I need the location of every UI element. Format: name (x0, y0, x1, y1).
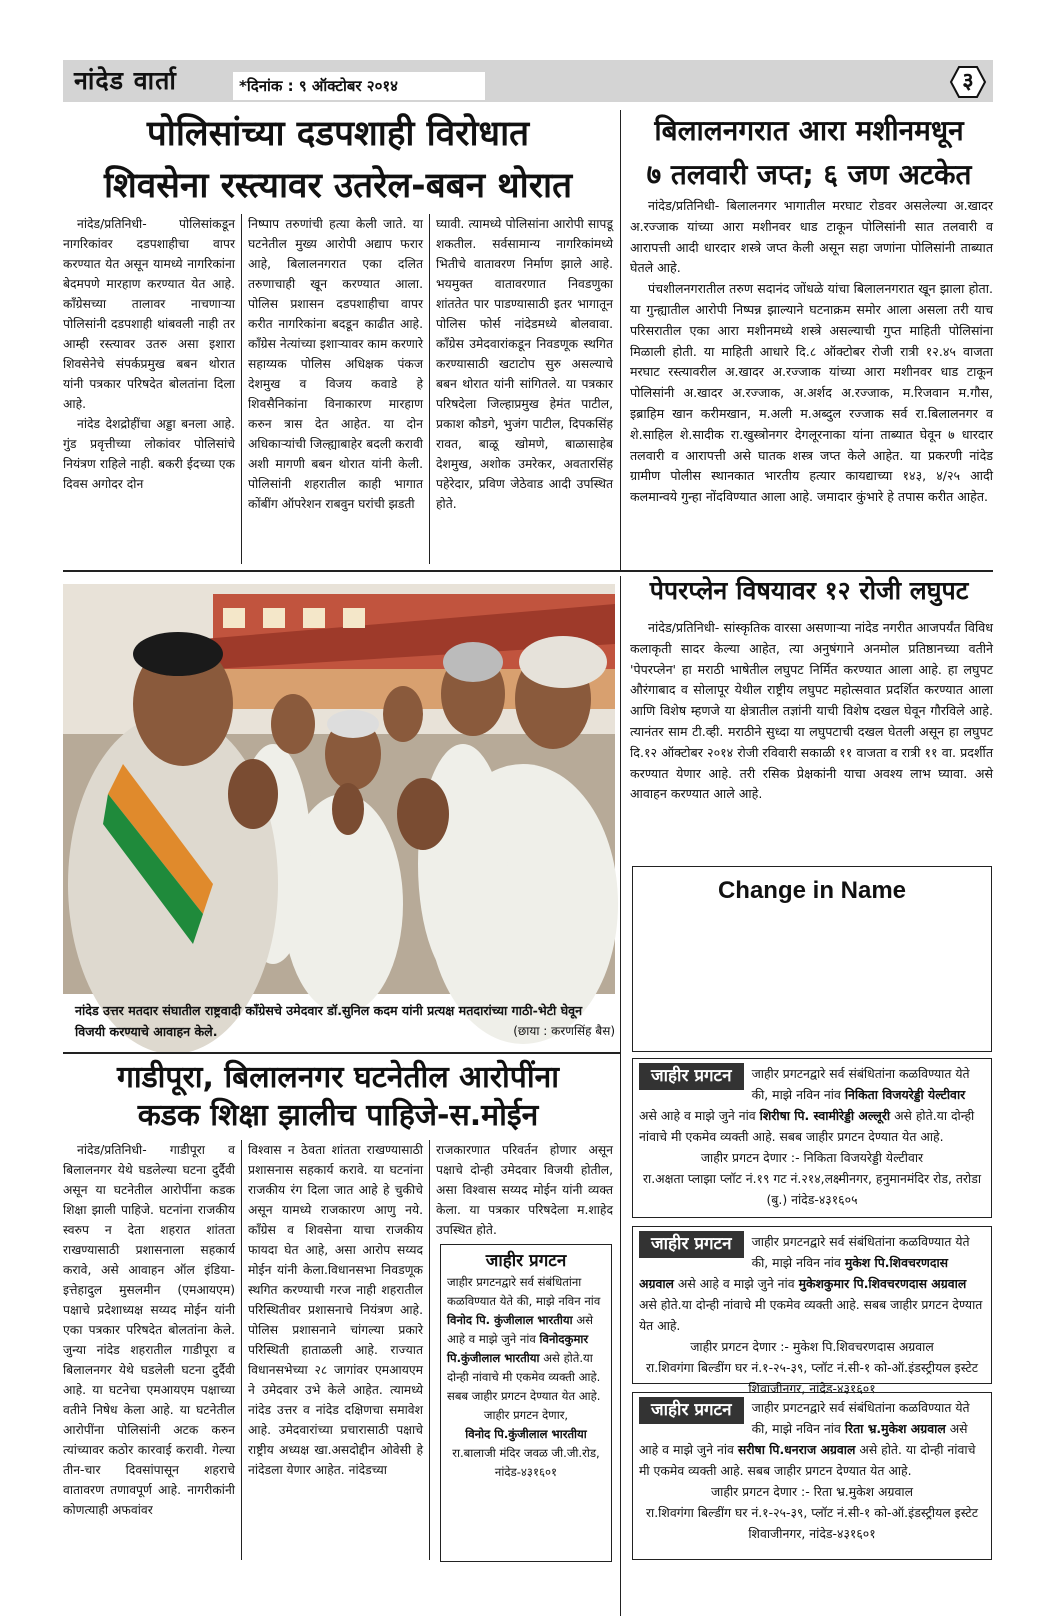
notice-intro: जाहीर प्रगटनद्वारे सर्व संबंधितांना कळविण्यात येते की, माझे नविन नांव (751, 1234, 970, 1270)
notice-intro: जाहीर प्रगटनद्वारे सर्व संबंधितांना कळविण्यात येते की, माझे नविन नांव (751, 1400, 970, 1436)
notice-giver: जाहीर प्रगटन देणार :- निकिता विजयरेड्डी येल्टीवार (700, 1150, 924, 1165)
story1-column-1 (63, 214, 235, 566)
notice-tail: असे होते.या दोन्ही नांवाचे मी एकमेव व्यक्ती आहे. सबब जाहीर प्रगटन देण्यात येत आहे. (639, 1297, 983, 1333)
story3-para1: नांदेड/प्रतिनिधी- सांस्कृतिक वारसा असणाऱ्या नांदेड नगरीत आजपर्यंत विविध कलाकृती सादर केल्या आहेत, त्या अनुषंगाने अनमोल प्रतिष्ठानच्या वतीने 'पेपरप्लेन' हा मराठी भाषेतील लघुपट निर्मित करण्यात आला आहे. हा लघुपट औरंगाबाद व सोलापूर येथील राष्ट्रीय लघुपट महोत्सवात प्रदर्शित करण्यात आला आणि विशेष म्हणजे या क्षेत्रातील तज्ञांनी याची विशेष दखल घेवून गौरविले आहे. त्यानंतर साम टी.व्ही. मराठीने सुध्दा या लघुपटाची दखल घेतली असून हा लघुपट दि.१२ ऑक्टोबर २०१४ रोजी रविवारी सकाळी ११ वाजता व रात्री ११ वा. प्रदर्शीत करण्यात येणार आहे. तरी रसिक प्रेक्षकांनी याचा अवश्य लाभ घ्यावा. असे आवाहन करण्यात आले आहे. (630, 620, 993, 802)
notice-new-name: विनोद पि. कुंजीलाल भारतीया (447, 1313, 573, 1327)
column-divider (241, 214, 242, 564)
story1-column-2 (248, 214, 423, 566)
story2-headline-line2: ७ तलवारी जप्त; ६ जण अटकेत (646, 158, 972, 191)
story4-col1-text: नांदेड/प्रतिनिधी- गाडीपूरा व बिलालनगर येथे घडलेल्या घटना दुर्दैवी असून या घटनेतील आरोपींना कडक शिक्षा झाली पाहिजे. घटनांना राजकीय स्वरुप न देता शहरात शांतता राखण्यासाठी प्रशासनाला सहकार्य करावे, असे आवाहन ऑल इंडिया-इत्तेहादुल मुसलमीन (एमआयएम) पक्षाचे प्रदेशाध्यक्ष सय्यद मोईन यांनी एका पत्रकार परिषदेत बोलतांना केले. जुन्या नांदेड शहरातील गाडीपूरा व बिलालनगर येथे घडलेली घटना दुर्दैवी आहे. या घटनेचा एमआयएम पक्षाच्या वतीने निषेध केला आहे. या घटनेतील आरोपींना पोलिसांनी अटक करुन त्यांच्यावर कठोर कारवाई करावी. गेल्या तीन-चार दिवसांपासून शहराचे वातावरण तणावपूर्ण आहे. नागरीकांनी कोणत्याही अफवांवर (63, 1143, 235, 1517)
notice-address: रा.बालाजी मंदिर जवळ जी.जी.रोड, नांदेड-४३१६०१ (452, 1446, 600, 1479)
legal-notice-nikita (632, 1058, 992, 1218)
story1-headline-line1: पोलिसांच्या दडपशाही विरोधात (146, 114, 530, 154)
story1-col3-text: घ्यावी. त्यामध्ये पोलिसांना आरोपी सापडू शकतील. सर्वसामान्य नागरिकांमध्ये भितीचे वातावरण निर्माण झाले आहे. भयमुक्त वातावरणात निवडणुका शांततेत पार पाडण्यासाठी इतर भागातून पोलिस फोर्स नांदेडमध्ये बोलवावा. कॉंग्रेस उमेदवारांकडून निवडणूक स्थगित करण्यासाठी खटाटोप सुरु असल्याचे बबन थोरात यांनी सांगितले. या पत्रकार परिषदेला जिल्हाप्रमुख हेमंत पाटील, प्रकाश कौडगे, भुजंग पाटील, दिपकसिंह रावत, बाळू खोमणे, बाळासाहेब देशमुख, अशोक उमरेकर, अवतारसिंह पहेरेदार, प्रविण जेठेवाड आदी उपस्थित होते. (436, 217, 613, 511)
issue-date: *दिनांक : ९ ऑक्टोबर २०१४ (233, 72, 485, 100)
story1-col1-para2: नांदेड देशद्रोहींचा अड्डा बनला आहे. गुंड प्रवृत्तीच्या लोकांवर पोलिसांचे नियंत्रण राहिले नाही. बकरी ईदच्या एक दिवस अगोदर दोन (63, 417, 235, 491)
legal-notice-rita (632, 1392, 992, 1560)
page-number (950, 66, 986, 98)
notice-old-name: सरीषा पि.धनराज अग्रवाल (737, 1442, 856, 1457)
notice-giver: जाहीर प्रगटन देणार :- रिता भ्र.मुकेश अग्रवाल (710, 1484, 913, 1499)
section-divider (620, 110, 621, 570)
campaign-photo (63, 584, 615, 994)
photo-caption: नांदेड उत्तर मतदार संघातील राष्ट्रवादी कॉंग्रेसचे उमेदवार डॉ.सुनिल कदम यांनी प्रत्यक्ष मतदारांच्या गाठी-भेटी घेवून विजयी करण्याचे आवाहन केले. (75, 1003, 583, 1039)
notice-address: रा.शिवगंगा बिल्डींग घर नं.१-२५-३९, प्लॉट नं.सी-१ को-ऑ.इंडस्ट्रीयल इस्टेट शिवाजीनगर, नांदेड-४३१६०१ (645, 1360, 979, 1396)
notice-old-name: विनोदकुमार पि.कुंजीलाल भारतीया (447, 1332, 589, 1365)
story2-headline-line1: बिलालनगरात आरा मशीनमधून (654, 114, 964, 147)
notice-new-name: मुकेश पि.शिवचरणदास अग्रवाल (639, 1255, 949, 1291)
notice-mid: असे आहे व माझे जुने नांव (639, 1421, 968, 1457)
notice-mid: असे आहे व माझे जुने नांव (639, 1108, 756, 1123)
story1-headline-line2: शिवसेना रस्त्यावर उतरेल-बबन थोरात (103, 166, 573, 206)
notice-heading: जाहीर प्रगटन (639, 1063, 744, 1090)
legal-notice-vinod (440, 1244, 612, 1562)
story3-body (630, 618, 993, 858)
story4-column-1 (63, 1140, 235, 1560)
notice-tail: असे होते. या दोन्ही नांवाचे मी एकमेव व्यक्ती आहे. सबब जाहीर प्रगटन देण्यात येत आहे. (639, 1442, 976, 1478)
notice-tail: असे होते.या दोन्ही नांवाचे मी एकमेव व्यक्ती आहे. सबब जाहीर प्रगटन देण्यात येत आहे. (447, 1351, 601, 1403)
story4-col2-text: विश्वास न ठेवता शांतता राखण्यासाठी प्रशासनास सहकार्य करावे. या घटनांना राजकीय रंग दिला जात आहे हे चुकीचे असून यामध्ये राजकारण आणु नये. कॉंग्रेस व शिवसेना याचा राजकीय फायदा घेत आहे, असा आरोप सय्यद मोईन यांनी केला.विधानसभा निवडणूक स्थगित करण्याची गरज नाही शहरातील परिस्थितीवर प्रशासनाचे नियंत्रण आहे. पोलिस प्रशासनाने चांगल्या प्रकारे परिस्थिती हाताळली आहे. राज्यात विधानसभेच्या २८ जागांवर एमआयएम ने उमेदवार उभे केले आहेत. त्यामध्ये नांदेड उत्तर व नांदेड दक्षिणचा समावेश आहे. उमेदवारांच्या प्रचारासाठी पक्षाचे राष्ट्रीय अध्यक्ष खा.असदोद्दीन ओवेसी हे नांदेडला येणार आहेत. नांदेडच्या (248, 1143, 423, 1477)
story4-headline-line2: कडक शिक्षा झालीच पाहिजे-स.मोईन (137, 1098, 539, 1133)
story1-col1-para1: नांदेड/प्रतिनिधी- पोलिसांकडून नागरिकांवर दडपशाहीचा वापर करण्यात येत असून यामध्ये नागरिकांना बेदमपणे मारहाण करण्यात येत आहे. कॉंग्रेसच्या तालावर नाचणाऱ्या पोलिसांनी दडपशाही थांबवली नाही तर आम्ही रस्त्यावर उतरु असा इशारा शिवसेनेचे संपर्कप्रमुख बबन थोरात यांनी पत्रकार परिषदेत बोलतांना दिला आहे. (63, 217, 235, 411)
story4-headline-line1: गाडीपूरा, बिलालनगर घटनेतील आरोपींना (116, 1060, 560, 1095)
photo-credit: (छाया : करणसिंह बैस) (513, 1024, 615, 1038)
notice-mid: असे आहे व माझे जुने नांव (677, 1276, 795, 1291)
notice-address: रा.शिवगंगा बिल्डींग घर नं.१-२५-३९, प्लॉट नं.सी-१ को-ऑ.इंडस्ट्रीयल इस्टेट शिवाजीनगर, नांदेड-४३१६०१ (645, 1505, 979, 1541)
story4-col3-text: राजकारणात परिवर्तन होणार असून पक्षाचे दोन्ही उमेदवार विजयी होतील, असा विश्वास सय्यद मोईन यांनी व्यक्त केला. या पत्रकार परिषदेला म.शाहेद उपस्थित होते. (436, 1143, 613, 1237)
story4-column-3 (436, 1140, 613, 1237)
story3-headline: पेपरप्लेन विषयावर १२ रोजी लघुपट (649, 576, 969, 605)
column-divider (241, 1140, 242, 1560)
notice-new-name: निकिता विजयरेड्डी येल्टीवार (844, 1087, 966, 1102)
notice-giver: विनोद पि.कुंजीलाल भारतीया (465, 1427, 587, 1441)
notice-old-name: मुकेशकुमार पि.शिवचरणदास अग्रवाल (798, 1276, 967, 1291)
page-number-value: ३ (962, 69, 974, 94)
notice-tail: असे होते.या दोन्ही नांवाचे मी एकमेव व्यक्ती आहे. सबब जाहीर प्रगटन देण्यात येत आहे. (639, 1108, 975, 1144)
story1-col2-text: निष्पाप तरुणांची हत्या केली जाते. या घटनेतील मुख्य आरोपी अद्याप फरार आहे, बिलालनगरात एका दलित तरुणाचाही खून करण्यात आला. पोलिस प्रशासन दडपशाहीचा वापर करीत नागरिकांना बदडून काढीत आहे. कॉंग्रेस नेत्यांच्या इशाऱ्यावर काम करणारे सहाय्यक पोलिस अधिक्षक पंकज देशमुख व विजय कवाडे हे शिवसैनिकांना विनाकारण मारहाण करुन त्रास देत आहेत. या दोन अधिकाऱ्यांची जिल्ह्याबाहेर बदली करावी अशी मागणी बबन थोरात यांनी केली. पोलिसांनी शहरातील काही भागात कोंबींग ऑपरेशन राबवुन घरांची झडती (248, 217, 423, 511)
newspaper-name: नांदेड वार्ता (74, 66, 177, 95)
horizontal-divider (63, 570, 993, 572)
story2-para2: पंचशीलनगरातील तरुण सदानंद जोंधळे यांचा बिलालनगरात खून झाला होता. या गुन्ह्यातील आरोपी निष्पन्न झाल्याने घटनाक्रम समोर आला असला तरी याच परिसरातील एका आरा मशीनमध्ये शस्त्रे असल्याची गुप्त माहिती पोलिसांना मिळाली होती. या माहिती आधारे दि.८ ऑक्टोबर रोजी रात्री १२.४५ वाजता मरघाट रस्त्यावरील अ.खादर अ.रज्जाक यांच्या आरा मशीनवर धाड टाकून पोलिसांनी अ.खादर अ.रज्जाक, अ.अर्शद अ.रज्जाक, म.रिजवान म.गौस, इब्राहिम खान करीमखान, म.अली म.अब्दुल रज्जाक सर्व रा.बिलालनगर व शे.साहिल शे.सादीक रा.खुस्त्रोनगर देगलूरनाका यांना ताब्यात घेवून ७ धारदार तलवारी व आरापत्ती असे घातक शस्त्र जप्त केले आहेत. या प्रकरणी नांदेड ग्रामीण पोलीस स्थानकात भारतीय हत्यार कायद्याच्या १४३, ४/२५ आदी कलमान्वये गुन्हा नोंदविण्यात आला आहे. जमादार कुंभारे हे तपास करीत आहेत. (630, 281, 993, 505)
notice-heading: जाहीर प्रगटन (485, 1251, 567, 1271)
notice-address: रा.अक्षता प्लाझा प्लॉट नं.१९ गट नं.२१४,लक्ष्मीनगर, हनुमानमंदिर रोड, तरोडा (बु.) नांदेड-४३१६०५ (642, 1171, 982, 1207)
notice-heading: जाहीर प्रगटन (639, 1231, 744, 1258)
change-in-name-box (632, 866, 992, 1052)
story2-para1: नांदेड/प्रतिनिधी- बिलालनगर भागातील मरघाट रोडवर असलेल्या अ.खादर अ.रज्जाक यांच्या आरा मशीनवर धाड टाकून पोलिसांनी सात तलवारी व आरापत्ती आदी धारदार शस्त्रे जप्त केली असून सहा जणांना पोलिसांनी ताब्यात घेतले आहे. (630, 198, 993, 276)
story4-column-2 (248, 1140, 423, 1560)
notice-heading: जाहीर प्रगटन (639, 1397, 744, 1424)
notice-mid: असे आहे व माझे जुने नांव (447, 1313, 594, 1346)
column-divider (429, 1140, 430, 1560)
column-divider (429, 214, 430, 564)
change-in-name-title: Change in Name (717, 877, 907, 904)
notice-intro: जाहीर प्रगटनद्वारे सर्व संबंधितांना कळविण्यात येते की, माझे नविन नांव (751, 1066, 970, 1102)
horizontal-divider (63, 1052, 620, 1054)
legal-notice-mukesh (632, 1226, 992, 1396)
notice-giver: जाहीर प्रगटन देणार :- मुकेश पि.शिवचरणदास अग्रवाल (690, 1339, 934, 1354)
notice-new-name: रिता भ्र.मुकेश अग्रवाल (844, 1421, 946, 1436)
notice-intro: जाहीर प्रगटनद्वारे सर्व संबंधितांना कळविण्यात येते की, माझे नविन नांव (447, 1275, 601, 1308)
story2-body (630, 196, 993, 570)
story1-column-3 (436, 214, 613, 566)
section-divider (620, 576, 621, 1616)
masthead-bar (63, 60, 993, 102)
notice-old-name: शिरीषा पि. स्वामीरेड्डी अल्लूरी (759, 1108, 891, 1123)
notice-giver-label: जाहीर प्रगटन देणार, (483, 1408, 569, 1422)
